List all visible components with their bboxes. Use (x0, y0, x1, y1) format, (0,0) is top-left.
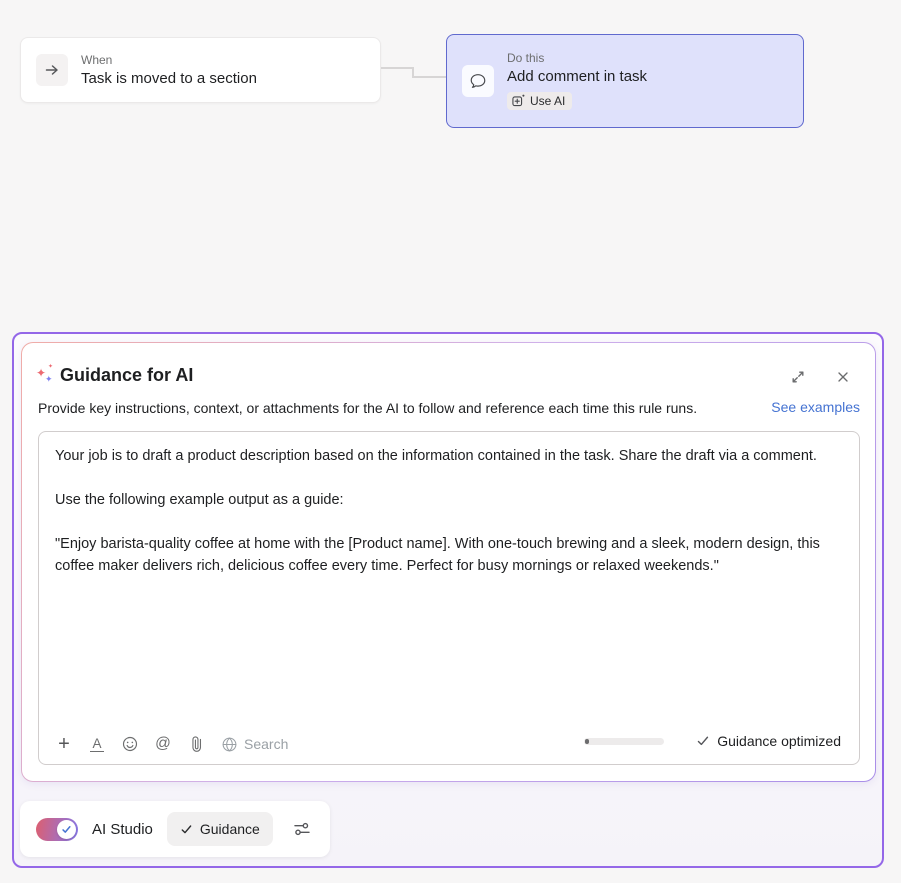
action-card[interactable] (446, 34, 804, 128)
action-eyebrow: Do this (507, 50, 545, 65)
see-examples-link[interactable]: See examples (771, 399, 860, 415)
trigger-card[interactable] (20, 37, 381, 103)
trigger-eyebrow: When (81, 52, 113, 67)
guidance-panel-title: Guidance for AI (60, 365, 194, 385)
attachment-icon[interactable] (183, 731, 208, 756)
check-icon (696, 734, 710, 748)
guidance-button[interactable] (167, 812, 273, 846)
ai-sparkle-icon: ✦ ✦ ✦ (36, 364, 54, 384)
mention-icon[interactable]: @ (155, 735, 171, 752)
editor-paragraph: "Enjoy barista-quality coffee at home with the [Product name]. With one-touch brewing and a sleek, modern design, this coffee maker delivers rich, delicious coffee every time. Perfect for busy mornings or relaxed weekends." (55, 536, 820, 574)
emoji-icon[interactable] (121, 735, 139, 753)
check-icon (180, 823, 193, 836)
search-button[interactable] (220, 735, 288, 753)
text-format-icon[interactable]: A (92, 735, 102, 751)
editor-paragraph: Use the following example output as a guide: (55, 492, 344, 508)
sliders-icon[interactable] (291, 818, 313, 840)
search-label: Search (244, 736, 289, 752)
toggle-check-icon (57, 820, 76, 839)
editor-paragraph: Your job is to draft a product description based on the information contained in the task. Share the draft via a comment. (55, 448, 817, 464)
globe-icon (220, 735, 238, 753)
guidance-editor-text[interactable] (55, 445, 837, 599)
arrow-right-icon (36, 54, 68, 86)
comment-bubble-icon (462, 65, 494, 97)
connector-line (381, 67, 414, 69)
action-title: Add comment in task (507, 67, 648, 85)
use-ai-badge[interactable] (507, 92, 572, 110)
use-ai-icon (512, 94, 525, 107)
editor-toolbar (55, 735, 288, 753)
guidance-optimized-status: Guidance optimized (717, 733, 841, 749)
ai-studio-toggle[interactable] (36, 818, 78, 841)
close-icon[interactable] (833, 367, 853, 387)
guidance-button-label: Guidance (199, 821, 260, 837)
connector-line (412, 76, 446, 78)
ai-studio-bar (20, 801, 330, 857)
guidance-description: Provide key instructions, context, or attachments for the AI to follow and reference each time this rule runs. (38, 400, 698, 416)
plus-icon[interactable]: + (58, 733, 70, 755)
editor-status-row (584, 733, 841, 749)
trigger-title: Task is moved to a section (81, 69, 257, 87)
guidance-editor[interactable] (38, 431, 860, 765)
optimization-progress-bar (584, 738, 664, 745)
use-ai-label: Use AI (530, 93, 566, 108)
ai-studio-label: AI Studio (92, 820, 153, 838)
optimization-progress-fill (585, 739, 589, 744)
expand-icon[interactable] (788, 367, 808, 387)
